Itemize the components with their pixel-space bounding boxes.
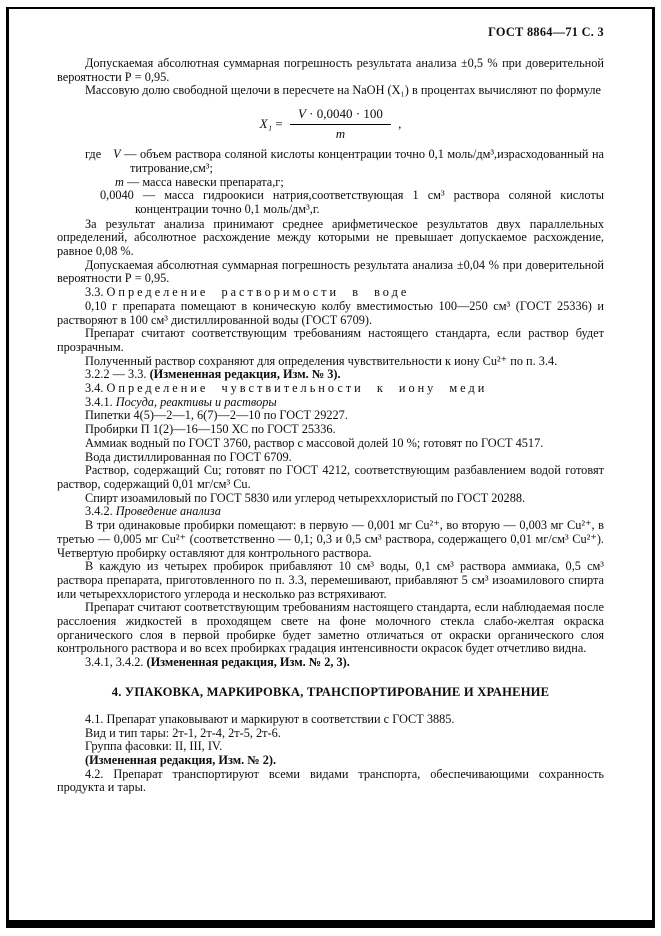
paragraph-solubility-procedure: 0,10 г препарата помещают в коническую колбу вместимостью 100—250 см³ (ГОСТ 25336) и растворяют в 100 см³ дистиллированной воды (ГОСТ 6709). — [57, 298, 604, 327]
heading-3-3-number: 3.3. — [85, 285, 104, 300]
where-row-m — [57, 176, 604, 190]
where-definition-m: — масса навески препарата,г; — [126, 174, 284, 189]
paragraph-analysis-tubes: В три одинаковые пробирки помещают: в первую — 0,001 мг Cu²⁺, во вторую — 0,003 мг Cu²⁺, в третью — 0,005 мг Cu²⁺ (соответственно — 0,1; 0,3 и 0,5 см³ раствора, содержащего 0,01 мг/см³ Cu²⁺). Четвертую пробирку оставляют для контрольного раствора. — [57, 518, 604, 560]
where-definition-v: — объем раствора соляной кислоты концентрации точно 0,1 моль/дм³,израсходованный на титрование,см³; — [124, 147, 604, 175]
paragraph-reagent-water: Вода дистиллированная по ГОСТ 6709. — [85, 449, 292, 464]
where-term-00040: 0,0040 — [100, 188, 134, 203]
paragraph-analysis-additions: В каждую из четырех пробирок прибавляют 10 см³ воды, 0,1 см³ раствора аммиака, 0,5 см³ раствора препарата, приготовленного по п. 3.3, перемешивают, прибавляют 5 см³ изоамилового спирта или четыреххлористого углерода и несколько раз встряхивают. — [57, 559, 604, 601]
where-definition-00040: — масса гидроокиси натрия,соответствующая 1 см³ раствора соляной кислоты концентрации точно 0,1 моль/дм³,г. — [135, 188, 605, 216]
where-label: где — [85, 147, 102, 162]
paragraph-4-2-transport: 4.2. Препарат транспортируют всеми видами транспорта, обеспечивающими сохранность продукта и тары. — [57, 766, 604, 795]
formula-equals-sign: = — [275, 116, 283, 132]
paragraph-tare-types: Вид и тип тары: 2т-1, 2т-4, 2т-5, 2т-6. — [85, 725, 281, 740]
page-border-frame — [6, 7, 655, 928]
heading-3-3 — [57, 286, 604, 300]
where-term-m: m — [115, 174, 124, 189]
paragraph-solubility-criterion: Препарат считают соответствующим требованиям настоящего стандарта, если раствор будет прозрачным. — [57, 326, 604, 354]
formula-variable-v: V — [297, 106, 306, 122]
heading-3-4-2-title: Проведение анализа — [115, 504, 221, 519]
heading-3-4-title: Определение чувствительности к иону меди — [106, 381, 488, 396]
amendment-3-2-2-number: 3.2.2 — 3.3. — [85, 367, 147, 382]
formula-numerator — [290, 106, 391, 125]
paragraph-amendment-3-4-1 — [57, 656, 604, 670]
doc-reference: ГОСТ 8864—71 С. 3 — [488, 25, 604, 39]
heading-3-4-2-number: 3.4.2. — [85, 504, 113, 519]
page-content — [9, 9, 652, 795]
paragraph-reagent-cu-solution: Раствор, содержащий Cu; готовят по ГОСТ 4212, соответствующим разбавлением водой готовят раствор, содержащий 0,01 мг/см³ Cu. — [57, 463, 604, 491]
paragraph-analysis-criterion: Препарат считают соответствующим требованиям настоящего стандарта, если наблюдаемая после расслоения жидкостей в проходящем свете на фоне молочного стекла слабо-желтая окраска органического слоя в первой пробирке будет заметно отличаться от окраски органического слоя контрольного раствора и во всех пробирках градация интенсивности окрасок будет отчетливо видна. — [57, 600, 604, 656]
paragraph-formula-intro: Массовую долю свободной щелочи в пересчете на NaOH (X₁) в процентах вычисляют по формуле — [85, 83, 601, 98]
paragraph-accuracy-004: Допускаемая абсолютная суммарная погрешность результата анализа ±0,04 % при доверительной вероятности Р = 0,95. — [57, 257, 604, 286]
formula-trailing-comma: , — [398, 116, 402, 132]
paragraph-packing-group: Группа фасовки: II, III, IV. — [85, 739, 223, 754]
heading-3-4-1-number: 3.4.1. — [85, 394, 113, 409]
paragraph-4-1-packaging: 4.1. Препарат упаковывают и маркируют в соответствии с ГОСТ 3885. — [85, 711, 455, 726]
formula-x1 — [57, 106, 604, 142]
amendment-4-note: (Измененная редакция, Изм. № 2). — [85, 752, 277, 767]
section-4-heading: 4. УПАКОВКА, МАРКИРОВКА, ТРАНСПОРТИРОВАНИЕ И ХРАНЕНИЕ — [111, 684, 550, 699]
amendment-3-2-2-note: (Измененная редакция, Изм. № 3). — [149, 367, 341, 382]
heading-3-4-number: 3.4. — [85, 381, 104, 396]
amendment-3-4-1-number: 3.4.1, 3.4.2. — [85, 655, 144, 670]
paragraph-reagent-ammonia: Аммиак водный по ГОСТ 3760, раствор с массовой долей 10 %; готовят по ГОСТ 4517. — [85, 435, 544, 450]
heading-3-4-1-title: Посуда, реактивы и растворы — [115, 394, 277, 409]
heading-3-4 — [57, 382, 604, 396]
formula-denominator: m — [335, 126, 346, 142]
where-row-v — [57, 148, 604, 175]
paragraph-reagent-tubes: Пробирки П 1(2)—16—150 ХС по ГОСТ 25336. — [85, 422, 336, 437]
heading-3-4-2 — [57, 505, 604, 519]
paragraph-reagent-alcohol: Спирт изоамиловый по ГОСТ 5830 или углерод четыреххлористый по ГОСТ 20288. — [85, 490, 526, 505]
where-term-v: V — [113, 147, 121, 162]
formula-fraction — [290, 106, 391, 142]
paragraph-mean-result: За результат анализа принимают среднее арифметическое результатов двух параллельных определений, абсолютное расхождение между которыми не превышает допускаемое расхождение, равное 0,08 %. — [57, 216, 604, 259]
paragraph-reagent-pipettes: Пипетки 4(5)—2—1, 6(7)—2—10 по ГОСТ 29227. — [85, 408, 348, 423]
paragraph-accuracy-05: Допускаемая абсолютная суммарная погрешность результата анализа ±0,5 % при доверительной вероятности Р = 0,95. — [57, 56, 604, 84]
paragraph-amendment-3-2-2 — [57, 368, 604, 382]
paragraph-amendment-4 — [57, 754, 604, 768]
paragraph-solution-kept: Полученный раствор сохраняют для определения чувствительности к иону Cu²⁺ по п. 3.4. — [85, 353, 558, 368]
formula-numerator-constants: · 0,0040 · 100 — [305, 106, 383, 122]
heading-3-4-1 — [57, 396, 604, 410]
heading-3-3-title: Определение растворимости в воде — [106, 285, 410, 300]
where-definitions-block — [57, 148, 604, 217]
where-row-00040 — [57, 189, 604, 216]
amendment-3-4-1-note: (Измененная редакция, Изм. № 2, 3). — [146, 655, 350, 670]
formula-lhs-variable: X₁ — [259, 116, 273, 132]
